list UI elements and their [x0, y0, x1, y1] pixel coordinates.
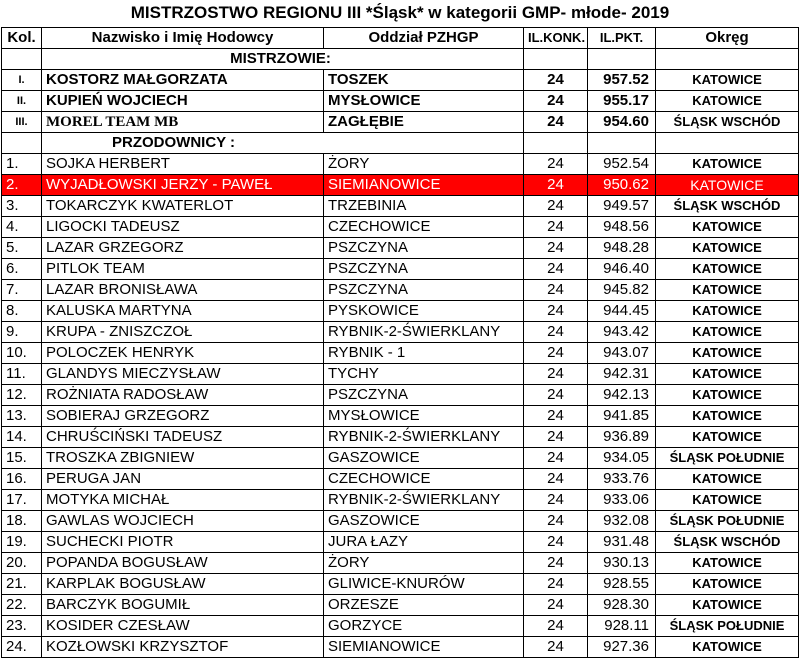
cell-konk: 24	[524, 616, 588, 637]
cell-okreg: KATOWICE	[656, 301, 799, 322]
cell-kol: 3.	[2, 196, 42, 217]
cell-okreg: KATOWICE	[656, 385, 799, 406]
cell-kol: 5.	[2, 238, 42, 259]
cell-name: LAZAR GRZEGORZ	[42, 238, 324, 259]
table-header-row	[2, 28, 799, 49]
cell-name: PERUGA JAN	[42, 469, 324, 490]
cell-oddzial: CZECHOWICE	[324, 217, 524, 238]
cell-konk: 24	[524, 469, 588, 490]
cell-konk: 24	[524, 238, 588, 259]
cell-pkt: 949.57	[588, 196, 656, 217]
cell-pkt: 933.76	[588, 469, 656, 490]
table-row	[2, 301, 799, 322]
cell-name: KUPIEŃ WOJCIECH	[42, 91, 324, 112]
cell-konk: 24	[524, 217, 588, 238]
section-row-przodownicy	[2, 133, 799, 154]
cell-oddzial: PSZCZYNA	[324, 385, 524, 406]
cell-okreg: ŚLĄSK WSCHÓD	[656, 532, 799, 553]
cell-name: MOTYKA MICHAŁ	[42, 490, 324, 511]
cell-okreg: KATOWICE	[656, 469, 799, 490]
cell-pkt: 943.07	[588, 343, 656, 364]
cell-konk: 24	[524, 322, 588, 343]
table-row	[2, 448, 799, 469]
cell-okreg: KATOWICE	[656, 238, 799, 259]
cell-name: KOSIDER CZESŁAW	[42, 616, 324, 637]
cell-kol: 6.	[2, 259, 42, 280]
cell-konk: 24	[524, 511, 588, 532]
cell-okreg: ŚLĄSK POŁUDNIE	[656, 448, 799, 469]
cell-konk: 24	[524, 70, 588, 91]
cell-pkt: 952.54	[588, 154, 656, 175]
section-label-mistrzowie: MISTRZOWIE:	[42, 49, 524, 70]
cell-konk: 24	[524, 406, 588, 427]
cell-okreg: ŚLĄSK POŁUDNIE	[656, 511, 799, 532]
cell-name: SOBIERAJ GRZEGORZ	[42, 406, 324, 427]
cell-kol: 1.	[2, 154, 42, 175]
cell-pkt: 943.42	[588, 322, 656, 343]
cell-pkt: 928.55	[588, 574, 656, 595]
cell-oddzial: RYBNIK-2-ŚWIERKLANY	[324, 322, 524, 343]
cell-konk: 24	[524, 553, 588, 574]
table-row	[2, 490, 799, 511]
cell-oddzial: MYSŁOWICE	[324, 406, 524, 427]
cell-oddzial: ORZESZE	[324, 595, 524, 616]
cell-kol: 9.	[2, 322, 42, 343]
cell-oddzial: SIEMIANOWICE	[324, 637, 524, 658]
table-row	[2, 154, 799, 175]
cell-name: KARPLAK BOGUSŁAW	[42, 574, 324, 595]
cell-okreg: KATOWICE	[656, 553, 799, 574]
cell-okreg: KATOWICE	[656, 280, 799, 301]
cell-pkt: 936.89	[588, 427, 656, 448]
header-oddzial: Oddział PZHGP	[324, 28, 524, 49]
cell-pkt: 941.85	[588, 406, 656, 427]
cell-oddzial: JURA ŁAZY	[324, 532, 524, 553]
champion-row	[2, 91, 799, 112]
cell-kol: 15.	[2, 448, 42, 469]
cell-pkt: 946.40	[588, 259, 656, 280]
section-row-mistrzowie	[2, 49, 799, 70]
cell-konk: 24	[524, 343, 588, 364]
cell-konk: 24	[524, 301, 588, 322]
cell-konk: 24	[524, 196, 588, 217]
cell-oddzial: RYBNIK-2-ŚWIERKLANY	[324, 490, 524, 511]
header-okreg: Okręg	[656, 28, 799, 49]
cell-pkt: 942.31	[588, 364, 656, 385]
cell-konk: 24	[524, 259, 588, 280]
cell-pkt: 927.36	[588, 637, 656, 658]
table-row	[2, 280, 799, 301]
cell-pkt: 930.13	[588, 553, 656, 574]
table-row	[2, 637, 799, 658]
cell-konk: 24	[524, 112, 588, 133]
table-row	[2, 217, 799, 238]
cell-oddzial: CZECHOWICE	[324, 469, 524, 490]
cell-okreg: ŚLĄSK WSCHÓD	[656, 196, 799, 217]
header-kol: Kol.	[2, 28, 42, 49]
cell-name: WYJADŁOWSKI JERZY - PAWEŁ	[42, 175, 324, 196]
cell-okreg: KATOWICE	[656, 154, 799, 175]
cell-name: SOJKA HERBERT	[42, 154, 324, 175]
cell-okreg: KATOWICE	[656, 217, 799, 238]
table-row	[2, 532, 799, 553]
cell-pkt: 928.11	[588, 616, 656, 637]
champion-row	[2, 112, 799, 133]
cell-name: KRUPA - ZNISZCZOŁ	[42, 322, 324, 343]
cell-okreg: KATOWICE	[656, 574, 799, 595]
cell-konk: 24	[524, 595, 588, 616]
cell-name: KALUSKA MARTYNA	[42, 301, 324, 322]
cell-oddzial: GLIWICE-KNURÓW	[324, 574, 524, 595]
cell-kol: 16.	[2, 469, 42, 490]
cell-kol: 17.	[2, 490, 42, 511]
table-row	[2, 511, 799, 532]
cell-pkt: 932.08	[588, 511, 656, 532]
cell-kol: 23.	[2, 616, 42, 637]
cell-pkt: 928.30	[588, 595, 656, 616]
results-table	[1, 27, 799, 658]
cell-oddzial: TOSZEK	[324, 70, 524, 91]
cell-oddzial: GASZOWICE	[324, 448, 524, 469]
cell-pkt: 954.60	[588, 112, 656, 133]
header-nazwisko: Nazwisko i Imię Hodowcy	[42, 28, 324, 49]
table-row	[2, 175, 799, 196]
cell-kol: 20.	[2, 553, 42, 574]
cell-name: MOREL TEAM MB	[42, 112, 324, 133]
cell-oddzial: PYSKOWICE	[324, 301, 524, 322]
cell-pkt: 955.17	[588, 91, 656, 112]
cell-okreg: KATOWICE	[656, 70, 799, 91]
cell-name: LIGOCKI TADEUSZ	[42, 217, 324, 238]
cell-name: POLOCZEK HENRYK	[42, 343, 324, 364]
cell-konk: 24	[524, 532, 588, 553]
cell-konk: 24	[524, 154, 588, 175]
cell-oddzial: GORZYCE	[324, 616, 524, 637]
cell-konk: 24	[524, 490, 588, 511]
cell-kol: 12.	[2, 385, 42, 406]
cell-name: LAZAR BRONISŁAWA	[42, 280, 324, 301]
cell-kol: 4.	[2, 217, 42, 238]
cell-kol: 14.	[2, 427, 42, 448]
cell-okreg: KATOWICE	[656, 175, 799, 196]
cell-okreg: ŚLĄSK WSCHÓD	[656, 112, 799, 133]
cell-oddzial: PSZCZYNA	[324, 280, 524, 301]
cell-kol: 7.	[2, 280, 42, 301]
table-row	[2, 616, 799, 637]
table-row	[2, 238, 799, 259]
section-label-przodownicy: PRZODOWNICY :	[42, 133, 524, 154]
table-row	[2, 574, 799, 595]
table-row	[2, 385, 799, 406]
cell-oddzial: MYSŁOWICE	[324, 91, 524, 112]
cell-oddzial: TYCHY	[324, 364, 524, 385]
cell-name: KOZŁOWSKI KRZYSZTOF	[42, 637, 324, 658]
cell-pkt: 933.06	[588, 490, 656, 511]
cell-name: POPANDA BOGUSŁAW	[42, 553, 324, 574]
cell-oddzial: ZAGŁĘBIE	[324, 112, 524, 133]
header-pkt: IL.PKT.	[588, 28, 656, 49]
cell-konk: 24	[524, 637, 588, 658]
cell-konk: 24	[524, 175, 588, 196]
table-row	[2, 427, 799, 448]
cell-pkt: 944.45	[588, 301, 656, 322]
cell-konk: 24	[524, 364, 588, 385]
cell-name: CHRUŚCIŃSKI TADEUSZ	[42, 427, 324, 448]
cell-kol: III.	[2, 112, 42, 133]
cell-okreg: KATOWICE	[656, 595, 799, 616]
cell-okreg: KATOWICE	[656, 637, 799, 658]
cell-okreg: KATOWICE	[656, 259, 799, 280]
cell-konk: 24	[524, 427, 588, 448]
cell-kol: 11.	[2, 364, 42, 385]
cell-kol: 21.	[2, 574, 42, 595]
cell-konk: 24	[524, 91, 588, 112]
cell-kol: 8.	[2, 301, 42, 322]
cell-pkt: 942.13	[588, 385, 656, 406]
table-row	[2, 469, 799, 490]
cell-kol: 22.	[2, 595, 42, 616]
cell-oddzial: PSZCZYNA	[324, 238, 524, 259]
table-row	[2, 595, 799, 616]
cell-kol: 19.	[2, 532, 42, 553]
cell-konk: 24	[524, 448, 588, 469]
champion-row	[2, 70, 799, 91]
cell-pkt: 931.48	[588, 532, 656, 553]
cell-kol: 24.	[2, 637, 42, 658]
header-konk: IL.KONK.	[524, 28, 588, 49]
cell-okreg: KATOWICE	[656, 427, 799, 448]
cell-name: KOSTORZ MAŁGORZATA	[42, 70, 324, 91]
cell-oddzial: ŻORY	[324, 553, 524, 574]
cell-pkt: 934.05	[588, 448, 656, 469]
cell-okreg: KATOWICE	[656, 490, 799, 511]
cell-pkt: 948.56	[588, 217, 656, 238]
cell-oddzial: RYBNIK - 1	[324, 343, 524, 364]
table-row	[2, 196, 799, 217]
table-row	[2, 343, 799, 364]
cell-konk: 24	[524, 385, 588, 406]
cell-okreg: KATOWICE	[656, 91, 799, 112]
cell-okreg: KATOWICE	[656, 343, 799, 364]
cell-kol: 2.	[2, 175, 42, 196]
cell-name: TOKARCZYK KWATERLOT	[42, 196, 324, 217]
cell-name: GLANDYS MIECZYSŁAW	[42, 364, 324, 385]
cell-kol: I.	[2, 70, 42, 91]
cell-name: PITLOK TEAM	[42, 259, 324, 280]
cell-konk: 24	[524, 280, 588, 301]
cell-kol: 10.	[2, 343, 42, 364]
cell-okreg: KATOWICE	[656, 364, 799, 385]
cell-pkt: 950.62	[588, 175, 656, 196]
cell-konk: 24	[524, 574, 588, 595]
cell-kol: II.	[2, 91, 42, 112]
cell-pkt: 948.28	[588, 238, 656, 259]
table-row	[2, 364, 799, 385]
cell-okreg: ŚLĄSK POŁUDNIE	[656, 616, 799, 637]
cell-oddzial: PSZCZYNA	[324, 259, 524, 280]
cell-pkt: 945.82	[588, 280, 656, 301]
cell-oddzial: RYBNIK-2-ŚWIERKLANY	[324, 427, 524, 448]
table-row	[2, 406, 799, 427]
cell-kol: 13.	[2, 406, 42, 427]
cell-okreg: KATOWICE	[656, 406, 799, 427]
cell-name: TROSZKA ZBIGNIEW	[42, 448, 324, 469]
cell-name: GAWLAS WOJCIECH	[42, 511, 324, 532]
cell-okreg: KATOWICE	[656, 322, 799, 343]
table-row	[2, 259, 799, 280]
cell-oddzial: TRZEBINIA	[324, 196, 524, 217]
cell-pkt: 957.52	[588, 70, 656, 91]
cell-oddzial: ŻORY	[324, 154, 524, 175]
cell-name: BARCZYK BOGUMIŁ	[42, 595, 324, 616]
cell-oddzial: GASZOWICE	[324, 511, 524, 532]
cell-oddzial: SIEMIANOWICE	[324, 175, 524, 196]
page-title: MISTRZOSTWO REGIONU III *Śląsk* w kategorii GMP- młode- 2019	[130, 3, 670, 22]
cell-name: ROŻNIATA RADOSŁAW	[42, 385, 324, 406]
table-row	[2, 322, 799, 343]
cell-kol: 18.	[2, 511, 42, 532]
cell-name: SUCHECKI PIOTR	[42, 532, 324, 553]
table-row	[2, 553, 799, 574]
